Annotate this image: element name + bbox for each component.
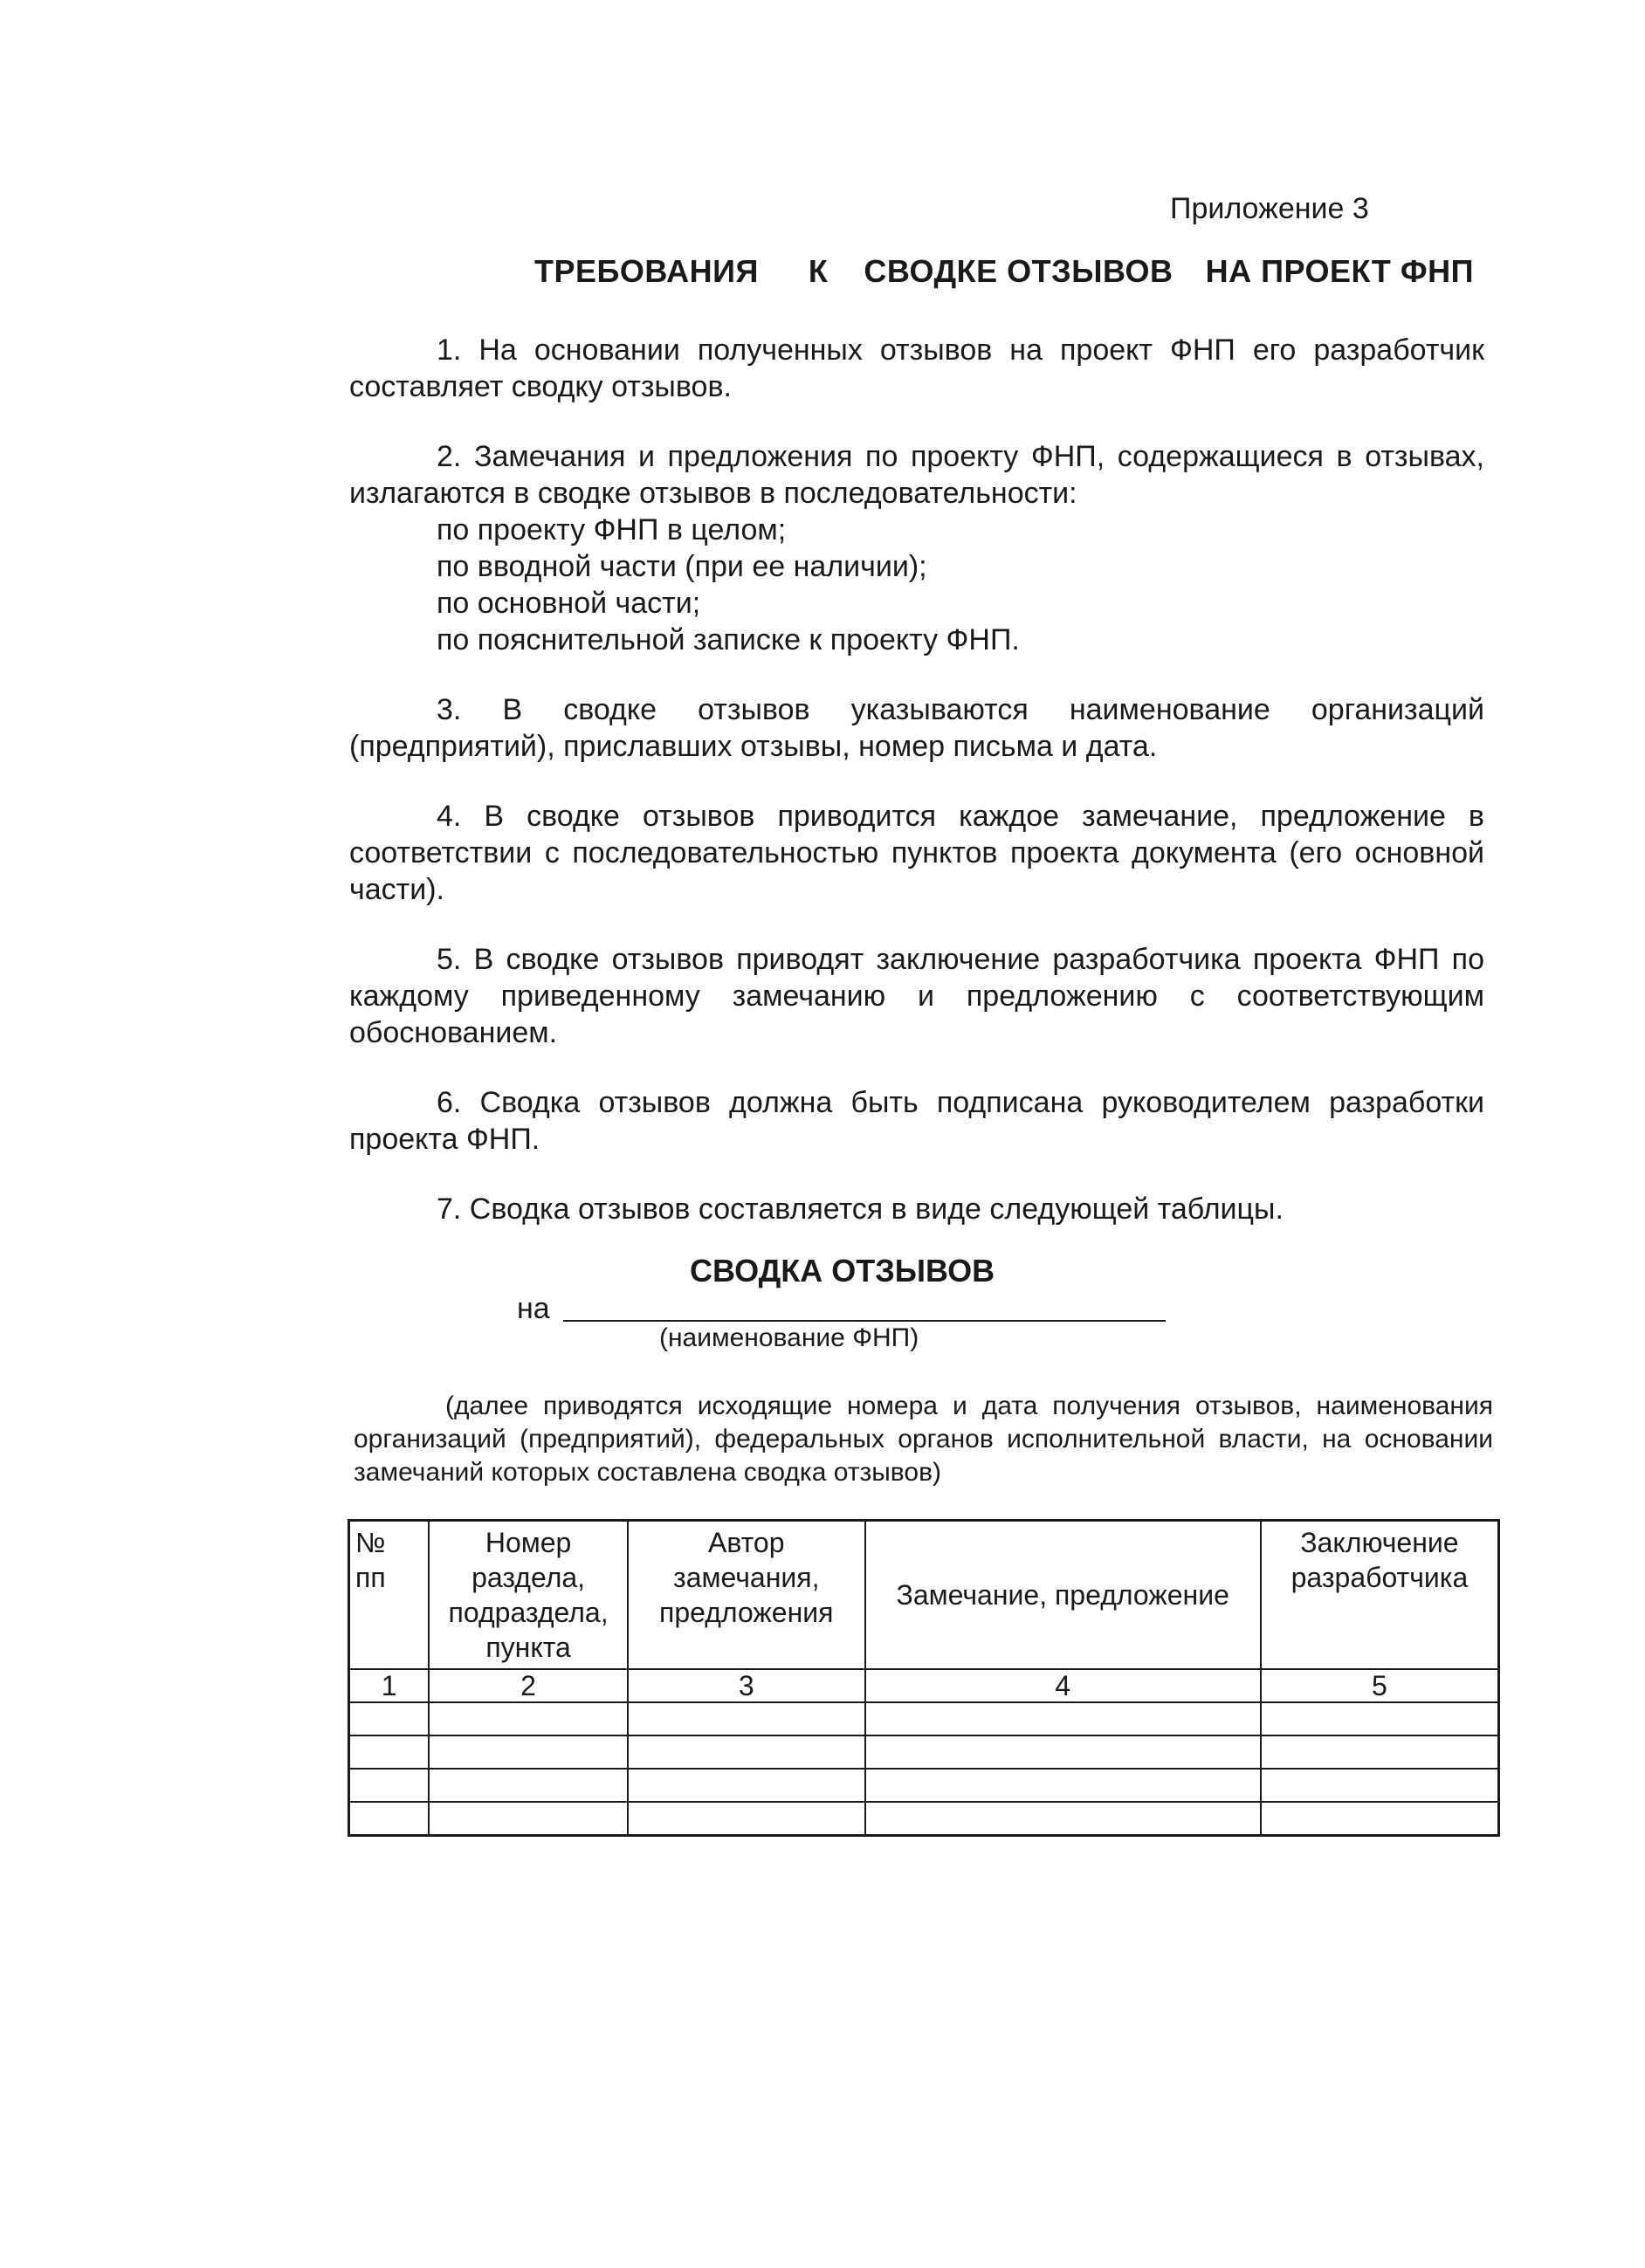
- summary-title: СВОДКА ОТЗЫВОВ: [690, 1253, 995, 1289]
- table-cell: [865, 1735, 1261, 1769]
- list-item: по основной части;: [437, 587, 701, 620]
- title-word-to: К: [808, 253, 829, 289]
- requirements-body: [349, 332, 1484, 1261]
- list-item: по пояснительной записке к проекту ФНП.: [437, 623, 1020, 656]
- header-author: Автор замечания, предложения: [628, 1521, 865, 1670]
- summary-note-text: (далее приводятся исходящие номера и дата получения отзывов, наименования организаций (предприятий), федеральных органов исполнительной власти, на основании замечаний которых составлена сводка отзывов): [354, 1392, 1493, 1487]
- table-cell: [1261, 1702, 1499, 1735]
- table-cell: [429, 1702, 628, 1735]
- paragraph-2-list: [437, 512, 1484, 658]
- table-row: [349, 1735, 1499, 1769]
- fnp-name-underline: [563, 1320, 1166, 1322]
- document-title: [534, 253, 1474, 290]
- paragraph-1: 1. На основании полученных отзывов на проект ФНП его разработчик составляет сводку отзывов.: [349, 333, 1484, 403]
- annex-label: Приложение 3: [1170, 192, 1369, 225]
- table-row: [349, 1802, 1499, 1836]
- table-cell: [349, 1702, 430, 1735]
- table-cell: [865, 1802, 1261, 1836]
- paragraph-5: 5. В сводке отзывов приводят заключение разработчика проекта ФНП по каждому приведенному замечанию и предложению с соответствующим обоснованием.: [349, 943, 1484, 1049]
- table-cell: [429, 1769, 628, 1802]
- table-cell: [628, 1769, 865, 1802]
- title-word-requirements: ТРЕБОВАНИЯ: [534, 253, 759, 289]
- column-number-cell: 5: [1261, 1669, 1499, 1702]
- table-row: [349, 1669, 1499, 1702]
- table-cell: [628, 1735, 865, 1769]
- table-cell: [628, 1702, 865, 1735]
- table-row: [349, 1702, 1499, 1735]
- header-number: № пп: [349, 1521, 430, 1670]
- summary-note: [354, 1390, 1493, 1489]
- table-cell: [429, 1735, 628, 1769]
- paragraph-2: 2. Замечания и предложения по проекту ФНП, содержащиеся в отзывах, излагаются в сводке отзывов в последовательности:: [349, 440, 1484, 510]
- column-number-cell: 1: [349, 1669, 430, 1702]
- table-cell: [349, 1735, 430, 1769]
- table-cell: [349, 1769, 430, 1802]
- summary-na-label: на: [517, 1292, 550, 1325]
- paragraph-7: 7. Сводка отзывов составляется в виде следующей таблицы.: [437, 1192, 1284, 1226]
- table-cell: [429, 1802, 628, 1836]
- title-word-summary: СВОДКЕ ОТЗЫВОВ: [864, 253, 1174, 289]
- header-section: Номер раздела, подраздела, пункта: [429, 1521, 628, 1670]
- fnp-name-caption: (наименование ФНП): [659, 1323, 919, 1352]
- table-cell: [1261, 1735, 1499, 1769]
- table-row: [349, 1769, 1499, 1802]
- table-cell: [1261, 1769, 1499, 1802]
- table-cell: [628, 1802, 865, 1836]
- table-cell: [865, 1702, 1261, 1735]
- column-number-cell: 3: [628, 1669, 865, 1702]
- summary-table: [348, 1519, 1500, 1837]
- header-remark: Замечание, предложение: [865, 1521, 1261, 1670]
- column-number-cell: 2: [429, 1669, 628, 1702]
- table-cell: [1261, 1802, 1499, 1836]
- table-cell: [349, 1802, 430, 1836]
- paragraph-4: 4. В сводке отзывов приводится каждое замечание, предложение в соответствии с последовательностью пунктов проекта документа (его основной части).: [349, 800, 1484, 906]
- paragraph-6: 6. Сводка отзывов должна быть подписана руководителем разработки проекта ФНП.: [349, 1086, 1484, 1156]
- table-cell: [865, 1769, 1261, 1802]
- title-word-project: НА ПРОЕКТ ФНП: [1205, 253, 1474, 289]
- paragraph-3: 3. В сводке отзывов указываются наименование организаций (предприятий), приславших отзывы, номер письма и дата.: [349, 693, 1484, 763]
- table-header-row: [349, 1521, 1499, 1670]
- list-item: по вводной части (при ее наличии);: [437, 550, 927, 583]
- column-number-cell: 4: [865, 1669, 1261, 1702]
- list-item: по проекту ФНП в целом;: [437, 513, 787, 546]
- header-conclusion: Заключение разработчика: [1261, 1521, 1499, 1670]
